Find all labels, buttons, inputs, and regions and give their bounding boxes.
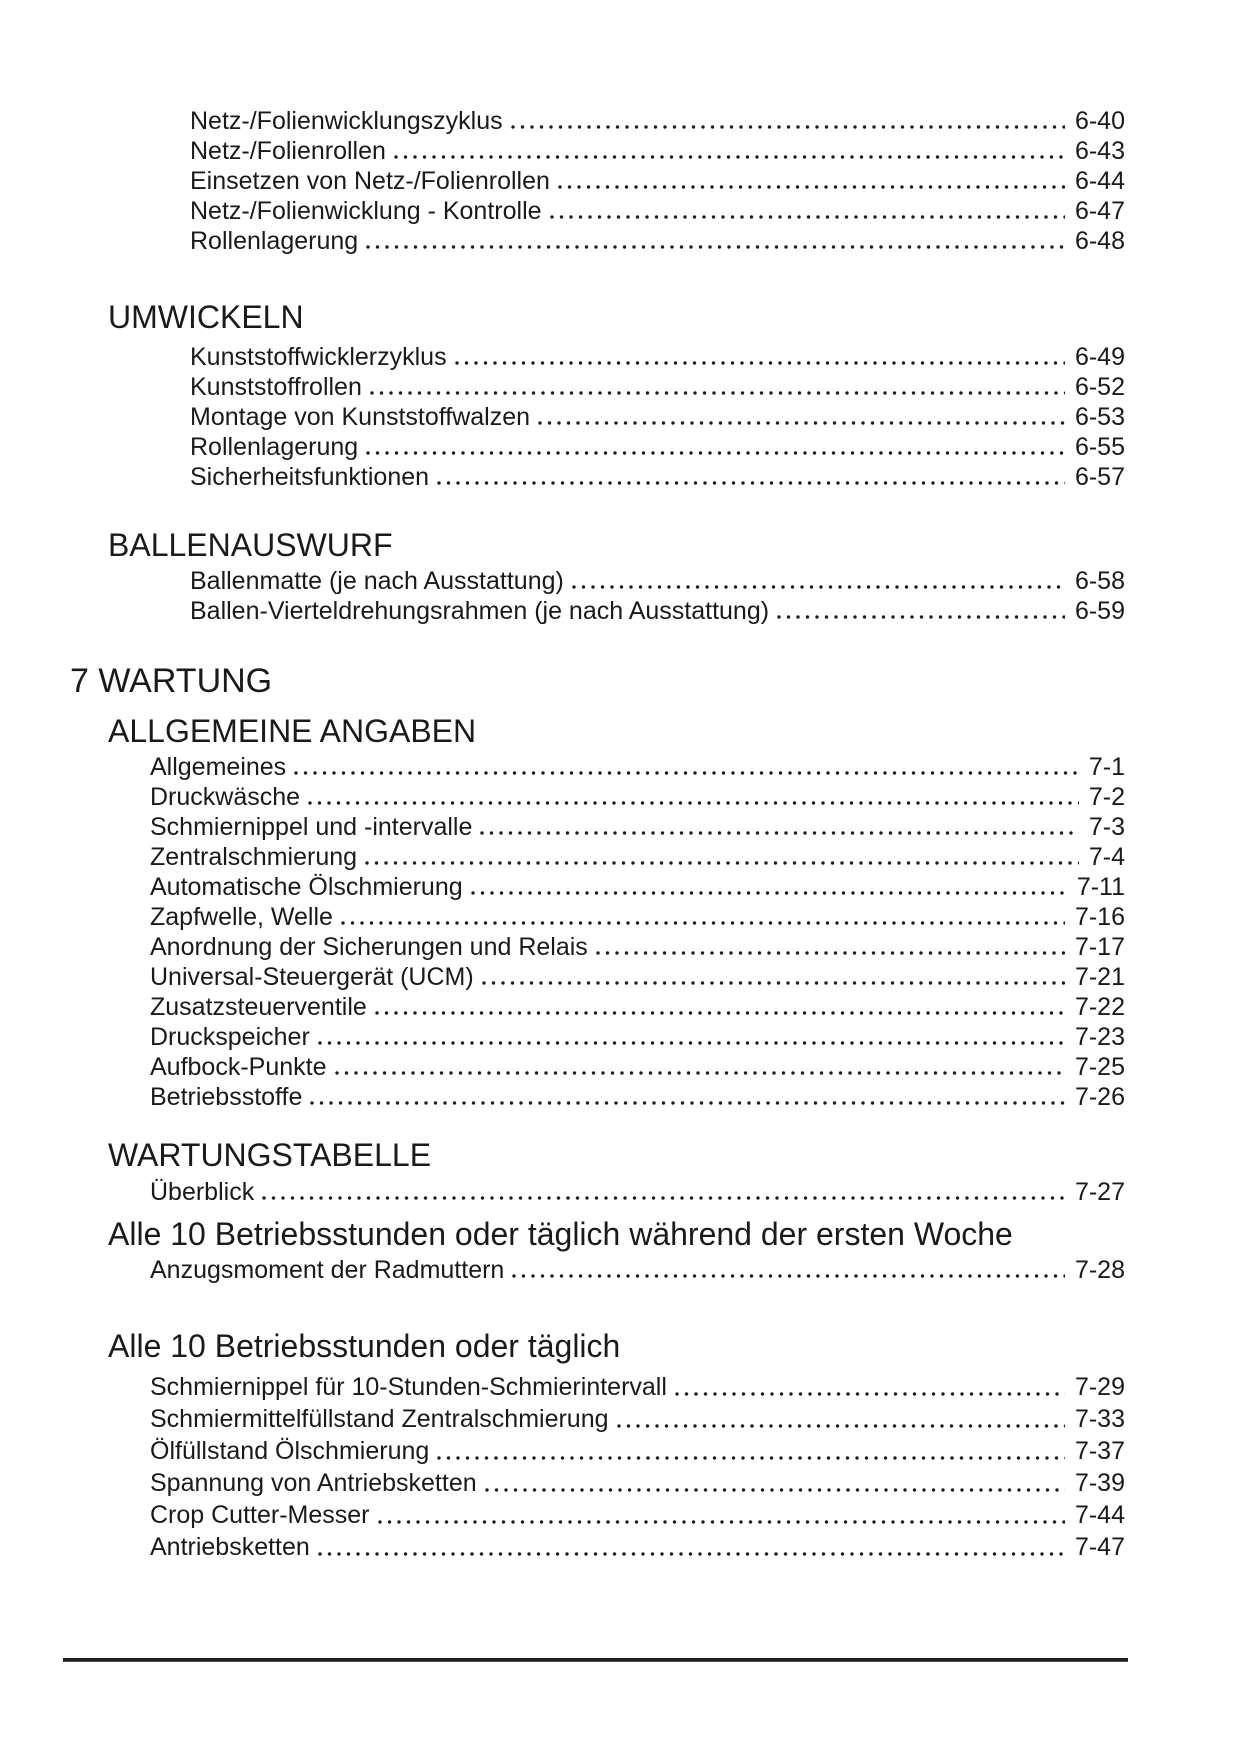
toc-entry-title: Rollenlagerung xyxy=(190,227,359,255)
toc-entry-page: 7-44 xyxy=(1074,1501,1125,1529)
toc-entry-page: 7-28 xyxy=(1074,1256,1125,1284)
toc-entry xyxy=(190,462,1125,492)
toc-entry xyxy=(150,1531,1125,1563)
toc-entry-page: 6-47 xyxy=(1074,197,1125,225)
toc-entry xyxy=(150,842,1125,872)
dot-leader xyxy=(471,891,1067,895)
toc-entry xyxy=(150,902,1125,932)
section-heading-umwickeln: UMWICKELN xyxy=(108,299,304,335)
toc-entry-page: 6-52 xyxy=(1074,373,1125,401)
dot-leader xyxy=(558,185,1065,189)
footer-divider xyxy=(63,1658,1128,1662)
toc-entry-title: Crop Cutter-Messer xyxy=(150,1501,370,1529)
dot-leader xyxy=(335,1071,1065,1075)
toc-entry-page: 7-2 xyxy=(1088,783,1125,811)
toc-entry xyxy=(150,872,1125,902)
toc-entry xyxy=(190,402,1125,432)
toc-entry-page: 7-4 xyxy=(1088,843,1125,871)
dot-leader xyxy=(394,155,1065,159)
toc-entry-title: Druckspeicher xyxy=(150,1023,310,1051)
toc-entry xyxy=(150,1499,1125,1531)
toc-group-netz-folie xyxy=(190,106,1125,256)
toc-entry-title: Automatische Ölschmierung xyxy=(150,873,463,901)
toc-entry-page: 7-1 xyxy=(1088,753,1125,781)
toc-entry xyxy=(190,166,1125,196)
toc-entry-title: Zusatzsteuerventile xyxy=(150,993,367,1021)
dot-leader xyxy=(675,1392,1065,1396)
toc-group-allgemeine-angaben xyxy=(150,752,1125,1112)
dot-leader xyxy=(318,1552,1065,1556)
toc-entry xyxy=(190,136,1125,166)
toc-entry-page: 7-25 xyxy=(1074,1053,1125,1081)
toc-entry-page: 6-57 xyxy=(1074,463,1125,491)
toc-entry xyxy=(150,782,1125,812)
toc-entry xyxy=(150,1082,1125,1112)
dot-leader xyxy=(572,585,1065,589)
toc-entry-page: 7-17 xyxy=(1074,933,1125,961)
section-heading-ballenauswurf: BALLENAUSWURF xyxy=(108,527,393,563)
toc-entry xyxy=(150,1467,1125,1499)
toc-entry-title: Aufbock-Punkte xyxy=(150,1053,327,1081)
toc-entry-page: 7-21 xyxy=(1074,963,1125,991)
toc-entry-title: Allgemeines xyxy=(150,753,287,781)
toc-entry-title: Netz-/Folienwicklung - Kontrolle xyxy=(190,197,542,225)
dot-leader xyxy=(318,1041,1065,1045)
toc-entry-title: Kunststoffrollen xyxy=(190,373,362,401)
dot-leader xyxy=(485,1488,1065,1492)
dot-leader xyxy=(437,1456,1065,1460)
dot-leader xyxy=(370,391,1065,395)
dot-leader xyxy=(512,1274,1065,1278)
toc-entry-page: 6-58 xyxy=(1074,567,1125,595)
dot-leader xyxy=(596,951,1065,955)
toc-entry xyxy=(150,1255,1125,1285)
toc-entry-title: Kunststoffwicklerzyklus xyxy=(190,343,447,371)
dot-leader xyxy=(294,771,1079,775)
dot-leader xyxy=(262,1196,1065,1200)
toc-entry-title: Überblick xyxy=(150,1178,255,1206)
toc-entry xyxy=(150,1403,1125,1435)
dot-leader xyxy=(538,421,1065,425)
toc-entry xyxy=(150,1052,1125,1082)
toc-entry-title: Betriebsstoffe xyxy=(150,1083,303,1111)
toc-entry xyxy=(190,566,1125,596)
toc-entry xyxy=(190,106,1125,136)
toc-entry-title: Antriebsketten xyxy=(150,1533,310,1561)
toc-entry-page: 7-16 xyxy=(1074,903,1125,931)
toc-entry-page: 7-33 xyxy=(1074,1405,1125,1433)
dot-leader xyxy=(437,481,1065,485)
toc-entry-title: Rollenlagerung xyxy=(190,433,359,461)
dot-leader xyxy=(308,801,1079,805)
toc-entry-page: 6-40 xyxy=(1074,107,1125,135)
toc-entry-title: Ballenmatte (je nach Ausstattung) xyxy=(190,567,564,595)
toc-entry-title: Anzugsmoment der Radmuttern xyxy=(150,1256,505,1284)
toc-entry-page: 7-29 xyxy=(1074,1373,1125,1401)
toc-entry-title: Einsetzen von Netz-/Folienrollen xyxy=(190,167,550,195)
toc-entry-page: 6-49 xyxy=(1074,343,1125,371)
toc-entry-page: 6-55 xyxy=(1074,433,1125,461)
toc-group-umwickeln xyxy=(190,342,1125,492)
toc-entry xyxy=(150,1022,1125,1052)
toc-entry-page: 7-37 xyxy=(1074,1437,1125,1465)
section-heading-alle-10-taeglich: Alle 10 Betriebsstunden oder täglich xyxy=(108,1328,621,1364)
toc-entry-page: 7-23 xyxy=(1074,1023,1125,1051)
dot-leader xyxy=(550,215,1065,219)
chapter-heading-wartung: 7 WARTUNG xyxy=(70,662,273,700)
toc-group-alle-10-erste-woche xyxy=(150,1255,1125,1285)
toc-entry xyxy=(150,1371,1125,1403)
dot-leader xyxy=(365,861,1079,865)
toc-entry-page: 7-3 xyxy=(1088,813,1125,841)
dot-leader xyxy=(511,125,1065,129)
toc-group-alle-10-taeglich xyxy=(150,1371,1125,1563)
dot-leader xyxy=(617,1424,1065,1428)
toc-entry-title: Schmiernippel für 10-Stunden-Schmierintervall xyxy=(150,1373,667,1401)
dot-leader xyxy=(455,361,1065,365)
toc-entry-title: Ölfüllstand Ölschmierung xyxy=(150,1437,430,1465)
toc-entry xyxy=(190,226,1125,256)
toc-entry xyxy=(190,372,1125,402)
toc-entry xyxy=(150,992,1125,1022)
toc-entry-page: 6-59 xyxy=(1074,597,1125,625)
dot-leader xyxy=(366,451,1065,455)
toc-entry-title: Spannung von Antriebsketten xyxy=(150,1469,477,1497)
dot-leader xyxy=(777,615,1065,619)
toc-entry-page: 7-39 xyxy=(1074,1469,1125,1497)
toc-entry-title: Anordnung der Sicherungen und Relais xyxy=(150,933,588,961)
toc-entry-title: Zentralschmierung xyxy=(150,843,358,871)
dot-leader xyxy=(310,1101,1065,1105)
toc-entry xyxy=(150,1177,1125,1207)
toc-entry-page: 6-48 xyxy=(1074,227,1125,255)
dot-leader xyxy=(366,245,1065,249)
section-heading-alle-10-erste-woche: Alle 10 Betriebsstunden oder täglich während der ersten Woche xyxy=(108,1216,1013,1252)
toc-entry-page: 7-27 xyxy=(1074,1178,1125,1206)
toc-entry xyxy=(190,342,1125,372)
toc-entry-page: 6-44 xyxy=(1074,167,1125,195)
toc-entry xyxy=(150,962,1125,992)
toc-entry xyxy=(150,752,1125,782)
toc-entry-title: Schmiermittelfüllstand Zentralschmierung xyxy=(150,1405,609,1433)
toc-entry-page: 7-22 xyxy=(1074,993,1125,1021)
dot-leader xyxy=(375,1011,1065,1015)
toc-entry-page: 6-53 xyxy=(1074,403,1125,431)
toc-entry xyxy=(150,932,1125,962)
dot-leader xyxy=(341,921,1065,925)
dot-leader xyxy=(482,981,1065,985)
toc-entry-title: Schmiernippel und -intervalle xyxy=(150,813,473,841)
toc-entry-title: Ballen-Vierteldrehungsrahmen (je nach Ausstattung) xyxy=(190,597,770,625)
toc-entry xyxy=(150,1435,1125,1467)
toc-group-ballenauswurf xyxy=(190,566,1125,626)
toc-entry-page: 6-43 xyxy=(1074,137,1125,165)
toc-entry-title: Netz-/Folienwicklungszyklus xyxy=(190,107,503,135)
dot-leader xyxy=(480,831,1078,835)
toc-entry-page: 7-26 xyxy=(1074,1083,1125,1111)
toc-entry-title: Zapfwelle, Welle xyxy=(150,903,333,931)
toc-entry xyxy=(190,432,1125,462)
toc-entry-title: Universal-Steuergerät (UCM) xyxy=(150,963,474,991)
toc-entry-title: Sicherheitsfunktionen xyxy=(190,463,430,491)
dot-leader xyxy=(378,1520,1065,1524)
section-heading-allgemeine-angaben: ALLGEMEINE ANGABEN xyxy=(108,713,477,749)
toc-entry xyxy=(190,196,1125,226)
toc-entry-page: 7-47 xyxy=(1074,1533,1125,1561)
toc-entry-page: 7-11 xyxy=(1076,873,1125,901)
section-heading-wartungstabelle: WARTUNGSTABELLE xyxy=(108,1137,432,1173)
toc-entry xyxy=(150,812,1125,842)
toc-entry xyxy=(190,596,1125,626)
toc-entry-title: Druckwäsche xyxy=(150,783,301,811)
toc-entry-title: Montage von Kunststoffwalzen xyxy=(190,403,531,431)
toc-group-wartungstabelle xyxy=(150,1177,1125,1207)
toc-entry-title: Netz-/Folienrollen xyxy=(190,137,386,165)
